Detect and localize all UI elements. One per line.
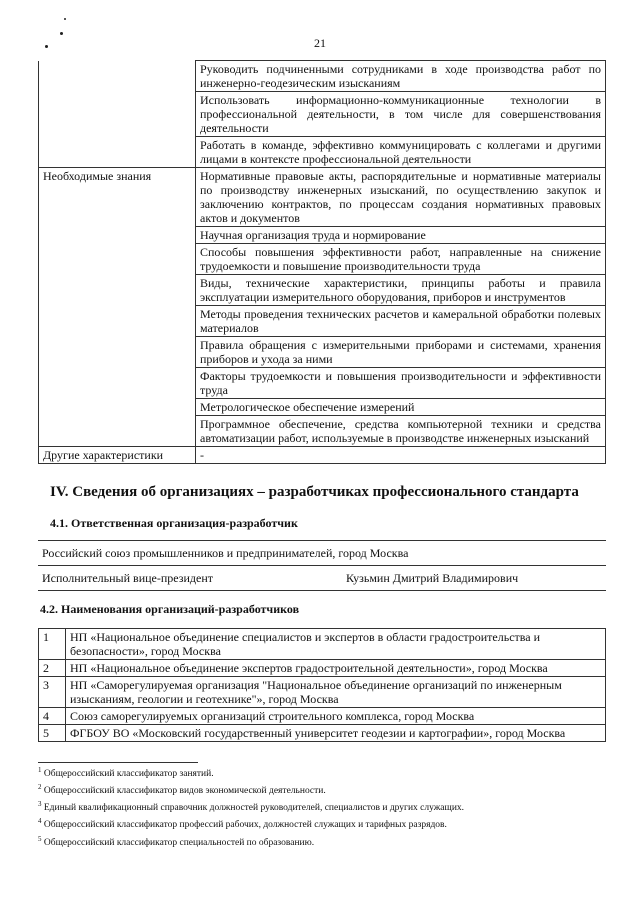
competency-label [39,306,196,337]
footnote [38,815,598,832]
competency-label [39,61,196,92]
developer-row [39,677,606,708]
footnote-divider [38,762,198,763]
competency-row [39,275,606,306]
developer-row [39,660,606,677]
competency-table [38,60,606,464]
competency-label [39,368,196,399]
competency-label [39,416,196,447]
competency-label [39,275,196,306]
footnotes [38,764,598,850]
competency-text: Нормативные правовые акты, распорядительные и нормативные материалы по производству инженерных изысканий, по осуществлению закупок и заключению контрактов, по процессам создания нормативных правовых актов и документов [196,168,606,227]
competency-label [39,337,196,368]
competency-row [39,92,606,137]
competency-text: Программное обеспечение, средства компьютерной техники и средства автоматизации работ, используемые в производстве инженерных изысканий [196,416,606,447]
footnote-number: 1 [38,766,42,774]
responsible-position: Исполнительный вице-президент [42,571,214,585]
developer-number: 4 [39,708,66,725]
competency-text: Способы повышения эффективности работ, направленные на снижение трудоемкости и повышение производительности труда [196,244,606,275]
developer-name: Союз саморегулируемых организаций строительного комплекса, город Москва [66,708,606,725]
scan-speck [60,32,63,35]
competency-row [39,416,606,447]
competency-row [39,244,606,275]
competency-text: Научная организация труда и нормирование [196,227,606,244]
competency-text: Метрологическое обеспечение измерений [196,399,606,416]
competency-text: Правила обращения с измерительными приборами и системами, хранения приборов и ухода за ними [196,337,606,368]
footnote [38,833,598,850]
developer-row [39,725,606,742]
footnote-text: Общероссийский классификатор занятий. [43,769,214,780]
competency-label [39,137,196,168]
footnote-text: Общероссийский классификатор профессий рабочих, должностей служащих и тарифных разрядов. [43,820,447,831]
competency-row [39,137,606,168]
developer-number: 3 [39,677,66,708]
footnote-number: 3 [38,800,42,809]
footnote-text: Общероссийский классификатор специальностей по образованию. [43,837,315,848]
developer-row [39,708,606,725]
competency-text: Факторы трудоемкости и повышения производительности и эффективности труда [196,368,606,399]
competency-text: Виды, технические характеристики, принципы работы и правила эксплуатации измерительного оборудования, приборов и инструментов [196,275,606,306]
footnote-number: 2 [38,783,42,792]
footnote [38,764,598,781]
footnote-number: 5 [38,834,42,843]
footnote-number: 4 [38,817,42,826]
competency-label [39,227,196,244]
responsible-person: Кузьмин Дмитрий Владимирович [346,571,519,585]
developer-number: 1 [39,629,66,660]
developer-name: НП «Национальное объединение экспертов градостроительной деятельности», город Москва [66,660,606,677]
developers-heading: 4.2. Наименования организаций-разработчиков [40,602,300,616]
section-title: IV. Сведения об организациях – разработчиках профессионального стандарта [50,484,579,500]
footnote-text: Общероссийский классификатор видов экономической деятельности. [43,786,326,797]
footnote-text: Единый квалификационный справочник должностей руководителей, специалистов и других служащих. [43,803,465,814]
competency-label: Другие характеристики [39,447,196,464]
developer-name: НП «Саморегулируемая организация "Национальное объединение организаций по инженерным изысканиям, геологии и геотехнике"», город Москва [66,677,606,708]
competency-row [39,337,606,368]
competency-label [39,244,196,275]
page-number: 21 [314,36,326,50]
competency-text: - [196,447,606,464]
competency-row [39,227,606,244]
competency-label [39,399,196,416]
competency-text: Использовать информационно-коммуникационные технологии в профессиональной деятельности, в том числе для совершенствования деятельности [196,92,606,137]
developer-number: 5 [39,725,66,742]
competency-row [39,447,606,464]
competency-text: Работать в команде, эффективно коммуницировать с коллегами и другими лицами в контексте профессиональной деятельности [196,137,606,168]
competency-row [39,399,606,416]
footnote [38,798,598,815]
responsible-heading: 4.1. Ответственная организация-разработчик [50,516,298,530]
scan-speck [64,18,66,20]
competency-row [39,368,606,399]
competency-row [39,61,606,92]
developer-name: ФГБОУ ВО «Московский государственный университет геодезии и картографии», город Москва [66,725,606,742]
responsible-signatory-row [38,566,606,591]
competency-text: Руководить подчиненными сотрудниками в ходе производства работ по инженерно-геодезическим изысканиям [196,61,606,92]
developers-table [38,628,606,742]
competency-row [39,168,606,227]
competency-text: Методы проведения технических расчетов и камеральной обработки полевых материалов [196,306,606,337]
competency-label [39,92,196,137]
developer-row [39,629,606,660]
competency-row [39,306,606,337]
competency-label: Необходимые знания [39,168,196,227]
developer-name: НП «Национальное объединение специалистов и экспертов в области градостроительства и безопасности», город Москва [66,629,606,660]
footnote [38,781,598,798]
responsible-org-box [38,540,606,591]
responsible-org-name: Российский союз промышленников и предпринимателей, город Москва [38,540,606,566]
developer-number: 2 [39,660,66,677]
